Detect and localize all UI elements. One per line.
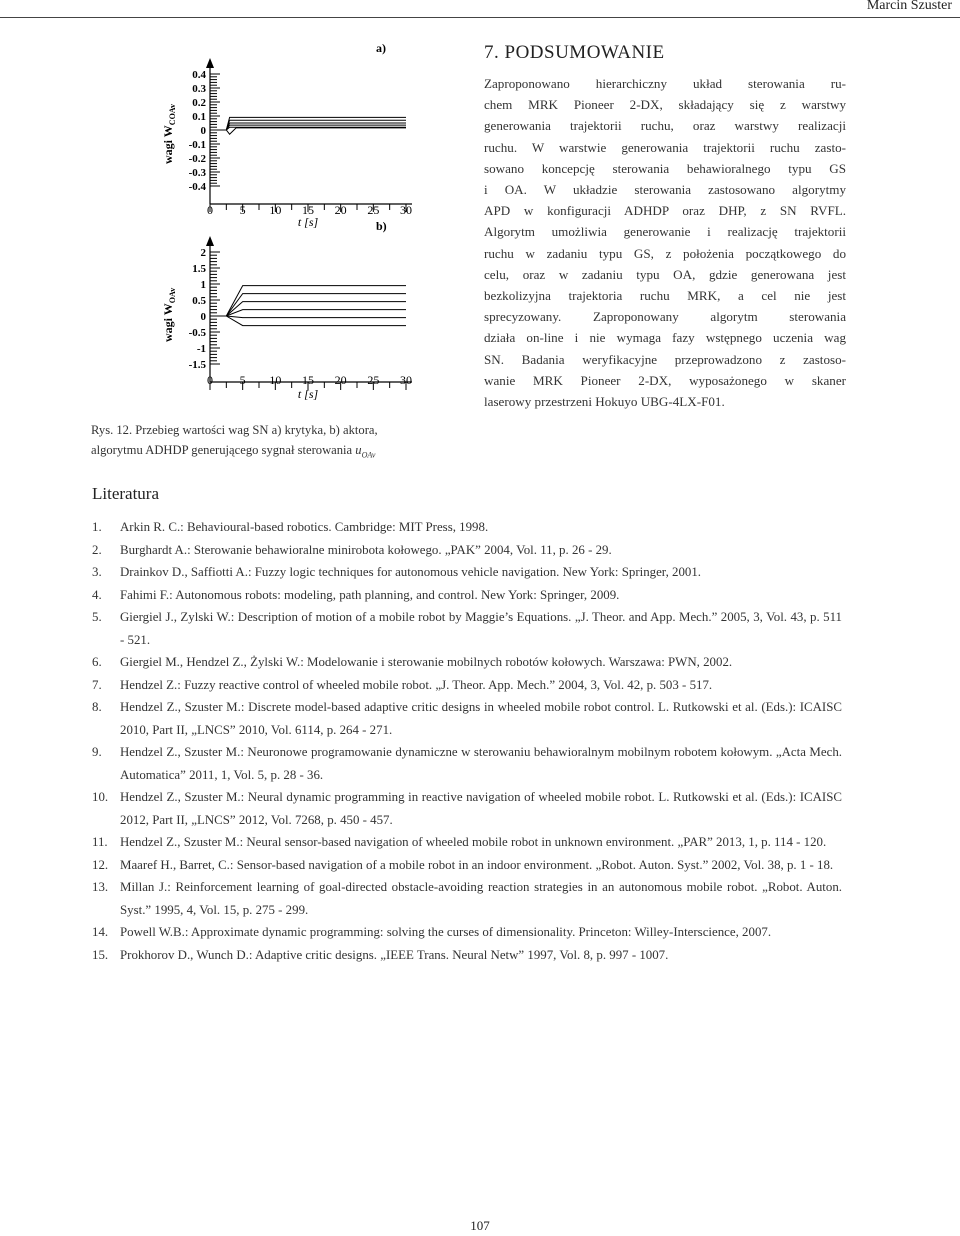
summary-line: sowano koncepcję sterowania behawioralnego typu GS	[484, 160, 846, 176]
header-rule	[0, 17, 960, 18]
y-tick-label: 2	[200, 247, 206, 259]
y-tick-label: -1.5	[188, 359, 206, 371]
y-tick-label: -0.1	[188, 139, 206, 151]
reference-item	[92, 651, 842, 674]
summary-line: i OA. W układzie sterowania zastosowano algorytmy	[484, 182, 846, 198]
summary-line: APD w konfiguracji ADHDP oraz DHP, z SN RVFL.	[484, 203, 846, 219]
reference-list	[92, 516, 842, 966]
figure-weights-plot	[134, 41, 464, 401]
y-tick-label: 0.4	[192, 69, 206, 81]
reference-number: 8.	[92, 700, 102, 714]
reference-item	[92, 674, 842, 697]
panel-label: b)	[376, 219, 387, 233]
summary-line: chem MRK Pioneer 2-DX, składający się z warstwy	[484, 97, 846, 113]
reference-text: Hendzel Z., Szuster M.: Neural sensor-based navigation of wheeled mobile robot in unknown environment. „PAR” 2013, 1, p. 114 - 120.	[120, 835, 827, 849]
running-header-author: Marcin Szuster	[866, 0, 952, 13]
reference-number: 11.	[92, 835, 108, 849]
summary-line: SN. Badania weryfikacyjne przeprowadzono z zastoso-	[484, 351, 846, 367]
series-line-v5	[210, 316, 406, 318]
caption-math-sub: OAv	[361, 450, 376, 460]
summary-paragraph	[484, 73, 846, 412]
series-line-v4	[210, 310, 406, 316]
reference-item	[92, 944, 842, 967]
reference-text: Giergiel J., Zylski W.: Description of motion of a mobile robot by Maggie’s Equations. „J. Theor. and App. Mech.” 2005, 3, Vol. 43, p. 511 - 521.	[120, 610, 842, 647]
x-tick-label: 10	[269, 203, 282, 217]
reference-number: 12.	[92, 857, 109, 872]
reference-text: Hendzel Z., Szuster M.: Neural dynamic programming in reactive navigation of wheeled mobile robot. L. Rutkowski et al. (Eds.): ICAISC 2012, Part II, „LNCS” 2012, Vol. 7268, p. 450 - 457.	[120, 790, 842, 827]
y-tick-label: -1	[196, 343, 206, 355]
reference-text: Fahimi F.: Autonomous robots: modeling, path planning, and control. New York: Springer, 2009.	[120, 587, 620, 602]
summary-line: Algorytm umożliwia generowanie i realizację trajektorii	[484, 224, 846, 240]
reference-number: 5.	[92, 610, 102, 624]
x-axis-label: t [s]	[297, 215, 319, 229]
y-axis-arrow	[206, 58, 214, 68]
x-tick-label: 0	[207, 373, 213, 387]
reference-text: Hendzel Z., Szuster M.: Discrete model-based adaptive critic designs in wheeled mobile robot control. L. Rutkowski et al. (Eds.): ICAISC 2010, Part II, „LNCS” 2010, Vol. 6114, p. 264 - 271.	[120, 700, 842, 737]
x-tick-label: 25	[367, 373, 380, 387]
page-number: 107	[470, 1218, 490, 1233]
y-tick-label: -0.2	[188, 153, 206, 165]
caption-line-1: Rys. 12. Przebieg wartości wag SN a) krytyka, b) aktora,	[91, 423, 378, 437]
x-tick-label: 20	[334, 373, 347, 387]
y-axis-label	[161, 104, 177, 164]
reference-number: 3.	[92, 565, 102, 579]
summary-line: bezkolizyjna trajektoria ruchu MRK, a cel nie jest	[484, 288, 846, 304]
summary-line: wanie MRK Pioneer 2-DX, wyposażonego w skaner	[484, 372, 846, 388]
y-tick-label: 1	[200, 279, 206, 291]
y-tick-label: -0.3	[188, 167, 206, 179]
summary-line: działa on-line i nie wymaga fazy wstępnego uczenia wag	[484, 330, 846, 346]
reference-text: Hendzel Z., Szuster M.: Neuronowe programowanie dynamiczne w sterowaniu behawioralnym mobilnym robotem kołowym. „Acta Mech. Automatica” 2011, 1, Vol. 5, p. 28 - 36.	[120, 745, 842, 782]
reference-text: Powell W.B.: Approximate dynamic programming: solving the curses of dimensionality. Princeton: Willey-Interscience, 2007.	[120, 925, 772, 939]
y-tick-label: -0.5	[188, 327, 206, 339]
summary-line: celu, oraz w zadaniu typu OA, gdzie generowana jest	[484, 266, 846, 282]
series-line-w6	[210, 128, 406, 134]
reference-item	[92, 876, 842, 921]
x-tick-label: 20	[334, 203, 347, 217]
panel-label: a)	[376, 41, 386, 55]
reference-item	[92, 584, 842, 607]
y-tick-label: 0.5	[192, 295, 206, 307]
reference-item	[92, 516, 842, 539]
x-tick-label: 25	[367, 203, 380, 217]
reference-number: 4.	[92, 587, 102, 602]
y-tick-label: 0.3	[192, 83, 206, 95]
figure-caption	[91, 420, 461, 466]
y-tick-label: -0.4	[188, 181, 206, 193]
series-line-v1	[210, 286, 406, 316]
reference-text: Maaref H., Barret, C.: Sensor-based navigation of a mobile robot in an indoor environment. „Robot. Auton. Syst.” 2002, Vol. 38, p. 1 - 18.	[120, 857, 834, 872]
x-tick-label: 15	[302, 373, 314, 387]
caption-line-2	[91, 440, 461, 466]
x-tick-label: 0	[207, 203, 213, 217]
section-title: 7. PODSUMOWANIE	[484, 42, 665, 63]
y-tick-label: 0	[200, 311, 206, 323]
reference-text: Giergiel M., Hendzel Z., Żylski W.: Modelowanie i sterowanie mobilnych robotów kołowych. Warszawa: PWN, 2002.	[120, 655, 733, 669]
reference-item	[92, 741, 842, 786]
reference-number: 1.	[92, 520, 102, 534]
y-axis-label-sub: COAv	[168, 104, 177, 126]
reference-number: 10.	[92, 790, 109, 804]
reference-number: 6.	[92, 655, 102, 669]
caption-line-2-text: algorytmu ADHDP generującego sygnał sterowania	[91, 443, 356, 457]
y-axis-label-text: wagi W	[161, 125, 175, 164]
reference-item	[92, 786, 842, 831]
reference-text: Burghardt A.: Sterowanie behawioralne minirobota kołowego. „PAK” 2004, Vol. 11, p. 26 - 29.	[120, 542, 612, 557]
reference-number: 15.	[92, 947, 109, 962]
literature-heading: Literatura	[92, 484, 160, 503]
reference-item	[92, 696, 842, 741]
reference-number: 14.	[92, 925, 109, 939]
reference-text: Drainkov D., Saffiotti A.: Fuzzy logic techniques for autonomous vehicle navigation. New York: Springer, 2001.	[120, 565, 702, 579]
reference-item	[92, 854, 842, 877]
y-axis-arrow	[206, 236, 214, 246]
y-tick-label: 0.2	[192, 97, 206, 109]
summary-line: ruchu. W warstwie generowania trajektorii ruchu zasto-	[484, 139, 846, 155]
reference-text: Hendzel Z.: Fuzzy reactive control of wheeled mobile robot. „J. Theor. App. Mech.” 2004, 3, Vol. 42, p. 503 - 517.	[120, 677, 713, 692]
reference-text: Millan J.: Reinforcement learning of goal-directed obstacle-avoiding reaction strategies in an autonomous mobile robot. „Robot. Auton. Syst.” 1995, 4, Vol. 15, p. 275 - 299.	[120, 880, 842, 917]
reference-item	[92, 539, 842, 562]
reference-text: Prokhorov D., Wunch D.: Adaptive critic designs. „IEEE Trans. Neural Netw” 1997, Vol. 8, p. 997 - 1007.	[120, 947, 669, 962]
summary-line: sprecyzowany. Zaproponowany algorytm sterowania	[484, 309, 846, 325]
y-tick-label: 0.1	[192, 111, 206, 123]
x-tick-label: 10	[269, 373, 282, 387]
x-tick-label: 30	[400, 203, 412, 217]
y-axis-label	[161, 288, 177, 342]
reference-number: 13.	[92, 880, 109, 894]
reference-item	[92, 831, 842, 854]
x-tick-label: 15	[302, 203, 314, 217]
y-axis-label-text: wagi W	[161, 303, 175, 342]
x-axis-label: t [s]	[297, 387, 319, 401]
reference-number: 7.	[92, 677, 102, 692]
reference-item	[92, 561, 842, 584]
summary-line: Zaproponowano hierarchiczny układ sterowania ru-	[484, 76, 846, 91]
x-tick-label: 30	[400, 373, 412, 387]
reference-text: Arkin R. C.: Behavioural-based robotics. Cambridge: MIT Press, 1998.	[120, 520, 489, 534]
summary-line: laserowy przestrzeni Hokuyo UBG-4LX-F01.	[484, 394, 725, 410]
x-tick-label: 5	[239, 373, 246, 387]
series-line-w3	[210, 123, 406, 130]
series-line-v3	[210, 302, 406, 316]
y-tick-label: 0	[200, 125, 206, 137]
caption-math-u: u	[355, 443, 362, 457]
summary-line: ruchu w zadaniu typu GS, z położenia początkowego do	[484, 245, 846, 261]
summary-line: generowania trajektorii ruchu, oraz warstwy realizacji	[484, 118, 846, 134]
reference-number: 2.	[92, 542, 102, 557]
reference-item	[92, 921, 842, 944]
y-axis-label-sub: OAv	[168, 287, 177, 304]
reference-item	[92, 606, 842, 651]
reference-number: 9.	[92, 745, 102, 759]
y-tick-label: 1.5	[192, 263, 206, 275]
x-tick-label: 5	[239, 203, 246, 217]
